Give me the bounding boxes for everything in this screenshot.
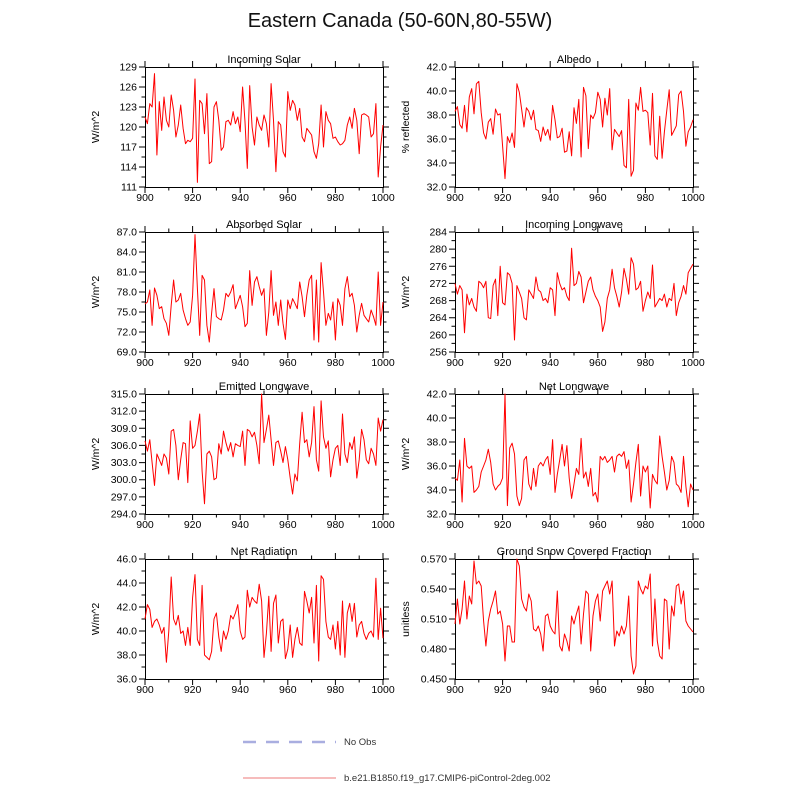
svg-text:40.0: 40.0 [426, 412, 447, 425]
svg-text:36.0: 36.0 [426, 133, 447, 146]
svg-text:980: 980 [636, 684, 655, 696]
y-axis-label: unitless [400, 601, 412, 637]
svg-text:900: 900 [136, 684, 154, 696]
chart-title: Albedo [556, 54, 592, 66]
legend-item-no-obs [243, 736, 376, 748]
svg-text:900: 900 [446, 684, 464, 696]
svg-text:280: 280 [429, 243, 447, 256]
svg-text:940: 940 [541, 684, 559, 696]
chart-net-longwave [385, 380, 715, 540]
svg-text:36.0: 36.0 [426, 460, 447, 473]
legend-item-model-run [243, 772, 551, 784]
svg-text:980: 980 [326, 519, 345, 531]
svg-text:306.0: 306.0 [110, 439, 137, 452]
svg-text:900: 900 [446, 192, 464, 204]
svg-text:900: 900 [136, 519, 154, 531]
svg-text:34.0: 34.0 [426, 157, 447, 170]
svg-text:78.0: 78.0 [116, 286, 137, 299]
svg-text:264: 264 [429, 312, 447, 325]
svg-text:920: 920 [493, 357, 512, 369]
svg-text:32.0: 32.0 [426, 508, 447, 521]
svg-text:0.510: 0.510 [420, 613, 447, 626]
y-axis-label: % reflected [400, 100, 412, 154]
chart-emitted-longwave [75, 380, 405, 540]
svg-text:1000: 1000 [371, 357, 395, 369]
svg-text:46.0: 46.0 [116, 553, 137, 566]
svg-text:1000: 1000 [681, 684, 705, 696]
svg-text:123: 123 [119, 101, 137, 114]
chart-ground-snow-covered-fraction [385, 545, 715, 705]
y-axis-label: W/m^2 [90, 602, 102, 636]
svg-text:960: 960 [589, 684, 607, 696]
svg-text:297.0: 297.0 [110, 491, 137, 504]
svg-text:1000: 1000 [371, 684, 395, 696]
chart-canvas-net-radiation [75, 545, 405, 705]
svg-text:34.0: 34.0 [426, 484, 447, 497]
svg-text:980: 980 [636, 357, 655, 369]
svg-text:260: 260 [429, 329, 447, 342]
svg-text:32.0: 32.0 [426, 181, 447, 194]
svg-text:940: 940 [231, 519, 249, 531]
svg-text:940: 940 [231, 192, 249, 204]
svg-text:303.0: 303.0 [110, 457, 137, 470]
svg-text:980: 980 [636, 519, 655, 531]
svg-text:42.0: 42.0 [116, 601, 137, 614]
legend-line-model-run [243, 774, 337, 782]
chart-title: Emitted Longwave [218, 381, 310, 393]
chart-canvas-ground-snow-covered-fraction [385, 545, 715, 705]
chart-canvas-albedo [385, 53, 715, 213]
svg-text:36.0: 36.0 [116, 673, 137, 686]
svg-text:44.0: 44.0 [116, 577, 137, 590]
chart-canvas-emitted-longwave [75, 380, 405, 540]
svg-text:960: 960 [279, 684, 297, 696]
svg-text:940: 940 [231, 684, 249, 696]
y-axis-label: W/m^2 [90, 437, 102, 471]
svg-text:940: 940 [541, 357, 559, 369]
svg-text:315.0: 315.0 [110, 388, 137, 401]
svg-text:276: 276 [429, 260, 447, 273]
svg-text:900: 900 [136, 192, 154, 204]
svg-text:272: 272 [429, 277, 447, 290]
svg-text:940: 940 [541, 192, 559, 204]
svg-text:87.0: 87.0 [116, 226, 137, 239]
svg-text:40.0: 40.0 [426, 85, 447, 98]
y-axis-label: W/m^2 [400, 275, 412, 309]
svg-text:940: 940 [231, 357, 249, 369]
svg-text:38.0: 38.0 [116, 649, 137, 662]
chart-title: Net Longwave [538, 381, 610, 393]
chart-canvas-net-longwave [385, 380, 715, 540]
svg-text:42.0: 42.0 [426, 388, 447, 401]
chart-canvas-incoming-longwave [385, 218, 715, 378]
svg-text:1000: 1000 [681, 192, 705, 204]
svg-text:81.0: 81.0 [116, 266, 137, 279]
chart-title: Absorbed Solar [226, 219, 302, 231]
svg-text:920: 920 [493, 684, 512, 696]
svg-text:126: 126 [119, 81, 137, 94]
svg-text:960: 960 [589, 192, 607, 204]
chart-title: Incoming Solar [227, 54, 301, 66]
chart-absorbed-solar [75, 218, 405, 378]
chart-title: Incoming Longwave [525, 219, 623, 231]
y-axis-label: W/m^2 [400, 437, 412, 471]
svg-text:40.0: 40.0 [116, 625, 137, 638]
svg-text:42.0: 42.0 [426, 61, 447, 74]
chart-canvas-absorbed-solar [75, 218, 405, 378]
svg-text:980: 980 [326, 192, 345, 204]
svg-text:84.0: 84.0 [116, 246, 137, 259]
svg-text:900: 900 [136, 357, 154, 369]
legend-label: b.e21.B1850.f19_g17.CMIP6-piControl-2deg.002 [344, 772, 551, 784]
svg-text:300.0: 300.0 [110, 474, 137, 487]
svg-text:900: 900 [446, 357, 464, 369]
svg-text:309.0: 309.0 [110, 422, 137, 435]
svg-text:0.480: 0.480 [420, 643, 447, 656]
chart-incoming-solar [75, 53, 405, 213]
svg-text:114: 114 [120, 161, 137, 174]
y-axis-label: W/m^2 [90, 275, 102, 309]
svg-text:1000: 1000 [371, 519, 395, 531]
svg-text:0.540: 0.540 [420, 583, 447, 596]
svg-text:294.0: 294.0 [110, 508, 137, 521]
chart-incoming-longwave [385, 218, 715, 378]
svg-text:129: 129 [119, 61, 137, 74]
svg-text:920: 920 [493, 519, 512, 531]
svg-text:960: 960 [279, 357, 297, 369]
svg-text:980: 980 [636, 192, 655, 204]
svg-text:117: 117 [120, 141, 137, 154]
svg-text:0.570: 0.570 [420, 553, 447, 566]
svg-text:1000: 1000 [371, 192, 395, 204]
svg-text:960: 960 [589, 519, 607, 531]
svg-text:920: 920 [183, 192, 202, 204]
svg-text:960: 960 [589, 357, 607, 369]
svg-text:268: 268 [429, 295, 447, 308]
svg-text:38.0: 38.0 [426, 109, 447, 122]
svg-text:111: 111 [121, 181, 137, 194]
svg-text:1000: 1000 [681, 357, 705, 369]
svg-text:312.0: 312.0 [110, 405, 137, 418]
svg-text:960: 960 [279, 519, 297, 531]
svg-text:69.0: 69.0 [116, 346, 137, 359]
svg-text:284: 284 [429, 226, 447, 239]
svg-text:920: 920 [493, 192, 512, 204]
svg-text:920: 920 [183, 519, 202, 531]
y-axis-label: W/m^2 [90, 110, 102, 144]
svg-text:75.0: 75.0 [116, 306, 137, 319]
svg-text:980: 980 [326, 357, 345, 369]
svg-text:72.0: 72.0 [116, 326, 137, 339]
svg-text:980: 980 [326, 684, 345, 696]
svg-text:900: 900 [446, 519, 464, 531]
svg-text:120: 120 [119, 121, 137, 134]
chart-title: Ground Snow Covered Fraction [496, 546, 652, 558]
chart-title: Net Radiation [230, 546, 298, 558]
legend-label: No Obs [344, 736, 377, 748]
svg-text:920: 920 [183, 684, 202, 696]
page-title: Eastern Canada (50-60N,80-55W) [247, 10, 553, 32]
chart-net-radiation [75, 545, 405, 705]
svg-text:38.0: 38.0 [426, 436, 447, 449]
svg-text:940: 940 [541, 519, 559, 531]
chart-albedo [385, 53, 715, 213]
svg-text:0.450: 0.450 [420, 673, 447, 686]
legend-line-no-obs [243, 738, 337, 746]
svg-text:960: 960 [279, 192, 297, 204]
svg-text:1000: 1000 [681, 519, 705, 531]
chart-canvas-incoming-solar [75, 53, 405, 213]
svg-text:256: 256 [429, 346, 447, 359]
svg-text:920: 920 [183, 357, 202, 369]
